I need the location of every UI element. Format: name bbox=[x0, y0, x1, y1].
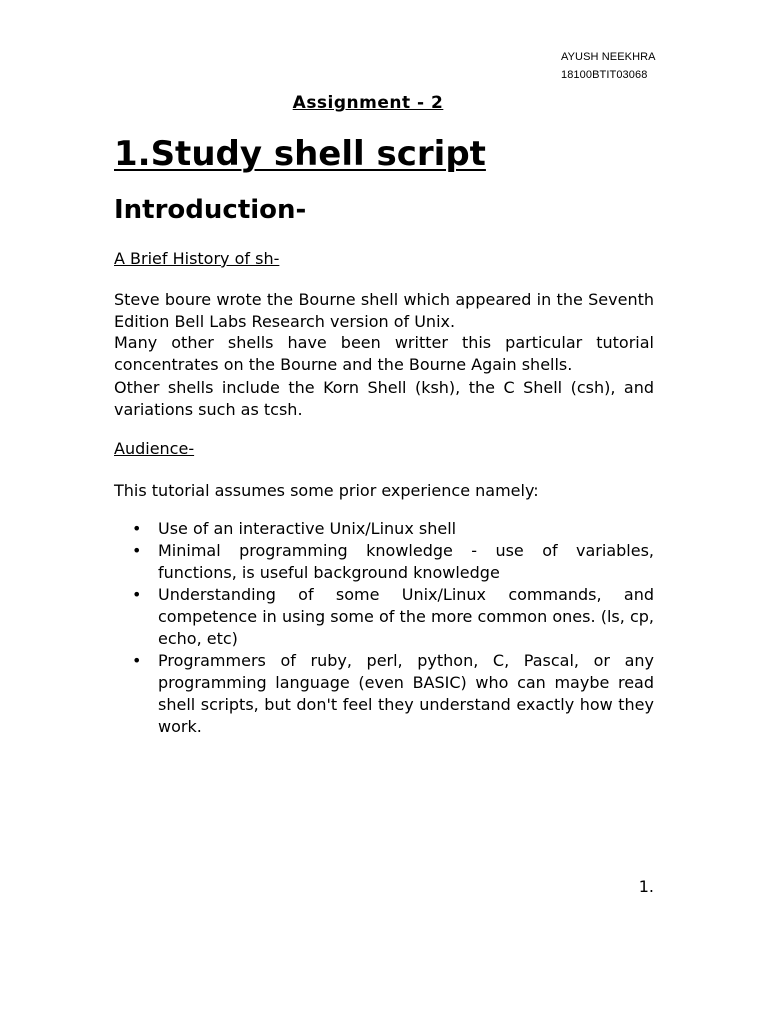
list-item bbox=[114, 518, 654, 540]
list-item-text: Use of an interactive Unix/Linux shell bbox=[158, 519, 457, 538]
list-item-text: Minimal programming knowledge - use of variables, functions, is useful background knowledge bbox=[158, 541, 654, 582]
list-item-text: Programmers of ruby, perl, python, C, Pascal, or any programming language (even BASIC) who can maybe read shell scripts, but don't feel they understand exactly how they work. bbox=[158, 651, 654, 736]
bullet-icon: • bbox=[132, 651, 142, 670]
history-heading: A Brief History of sh- bbox=[114, 249, 280, 268]
bullet-icon: • bbox=[132, 585, 142, 604]
audience-intro: This tutorial assumes some prior experience namely: bbox=[114, 481, 539, 500]
list-item bbox=[114, 584, 654, 650]
author-name: AYUSH NEEKHRA bbox=[561, 51, 656, 63]
audience-list bbox=[114, 518, 654, 738]
main-title: 1.Study shell script bbox=[114, 134, 486, 174]
audience-heading: Audience- bbox=[114, 439, 195, 458]
introduction-heading: Introduction- bbox=[114, 195, 307, 225]
history-paragraph-3: Other shells include the Korn Shell (ksh), the C Shell (csh), and variations such as tcsh. bbox=[114, 378, 654, 419]
assignment-title: Assignment - 2 bbox=[292, 93, 444, 113]
page-number: 1. bbox=[638, 877, 654, 896]
author-roll-number: 18100BTIT03068 bbox=[561, 69, 648, 81]
author-block bbox=[561, 48, 656, 84]
bullet-icon: • bbox=[132, 541, 142, 560]
history-paragraph-1: Steve boure wrote the Bourne shell which appeared in the Seventh Edition Bell Labs Research version of Unix. bbox=[114, 290, 654, 331]
list-item-text: Understanding of some Unix/Linux commands, and competence in using some of the more common ones. (ls, cp, echo, etc) bbox=[158, 585, 654, 648]
history-paragraph-2: Many other shells have been writter this particular tutorial concentrates on the Bourne and the Bourne Again shells. bbox=[114, 333, 654, 374]
bullet-icon: • bbox=[132, 519, 142, 538]
list-item bbox=[114, 650, 654, 738]
list-item bbox=[114, 540, 654, 584]
